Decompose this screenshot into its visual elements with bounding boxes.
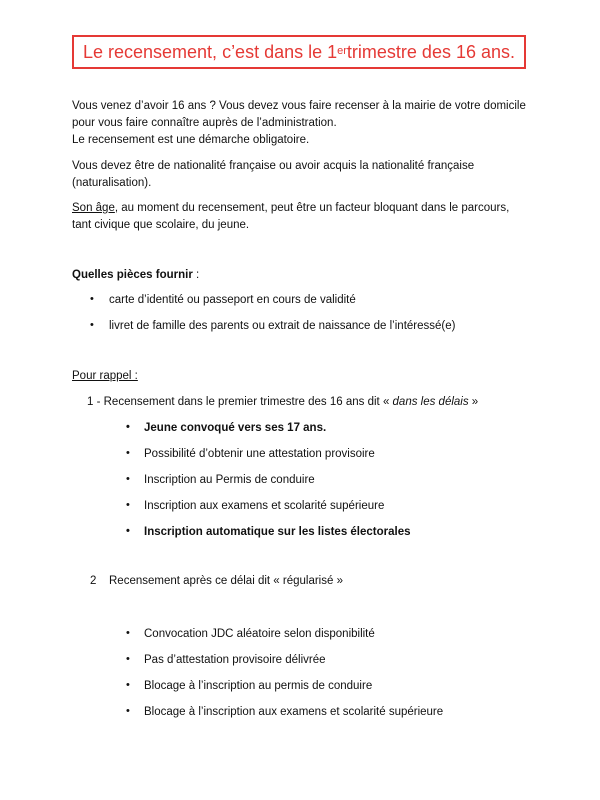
bullet: •: [126, 421, 130, 433]
age-line-2: tant civique que scolaire, du jeune.: [72, 219, 250, 231]
section-2-item-4: Blocage à l’inscription aux examens et scolarité supérieure: [144, 706, 444, 718]
pieces-item-2: livret de famille des parents ou extrait de naissance de l’intéressé(e): [109, 320, 456, 332]
nationality-line-2: (naturalisation).: [72, 177, 152, 189]
bullet: •: [126, 627, 130, 639]
age-underlined: Son âge: [72, 202, 115, 214]
section-2-number: 2: [90, 575, 97, 587]
age-line-1-rest: , au moment du recensement, peut être un facteur bloquant dans le parcours,: [114, 202, 510, 214]
section-1-item-1: Jeune convoqué vers ses 17 ans.: [144, 422, 327, 434]
bullet: •: [90, 293, 94, 305]
section-1-prefix: 1 - Recensement dans le premier trimestre des 16 ans dit «: [87, 396, 393, 408]
section-1-item-4: Inscription aux examens et scolarité supérieure: [144, 500, 385, 512]
intro-paragraph: [72, 98, 542, 149]
section-1-suffix: »: [468, 396, 479, 408]
age-paragraph: [72, 200, 542, 234]
pieces-heading: [72, 267, 542, 284]
bullet: •: [126, 705, 130, 717]
rappel-heading: [72, 368, 542, 385]
intro-line-2: pour vous faire connaître auprès de l’administration.: [72, 117, 337, 129]
bullet: •: [90, 319, 94, 331]
pieces-heading-suffix: :: [192, 269, 200, 281]
rappel-heading-text: Pour rappel :: [72, 370, 138, 382]
title-superscript: er: [337, 45, 347, 57]
bullet: •: [126, 473, 130, 485]
section-1-heading: [87, 394, 557, 411]
section-2-item-2: Pas d’attestation provisoire délivrée: [144, 654, 326, 666]
nationality-line-1: Vous devez être de nationalité française ou avoir acquis la nationalité française: [72, 160, 475, 172]
section-1-item-2: Possibilité d’obtenir une attestation provisoire: [144, 448, 375, 460]
bullet: •: [126, 499, 130, 511]
title-text-after: trimestre des 16 ans.: [346, 41, 515, 62]
section-2-item-1: Convocation JDC aléatoire selon disponibilité: [144, 628, 375, 640]
bullet: •: [126, 447, 130, 459]
page-title: [72, 35, 526, 69]
section-1-item-3: Inscription au Permis de conduire: [144, 474, 315, 486]
bullet: •: [126, 653, 130, 665]
pieces-item-1: carte d’identité ou passeport en cours de validité: [109, 294, 356, 306]
section-1-item-5: Inscription automatique sur les listes électorales: [144, 526, 411, 538]
title-text-before: Le recensement, c’est dans le 1: [82, 41, 338, 62]
nationality-paragraph: [72, 158, 542, 192]
intro-line-1: Vous venez d’avoir 16 ans ? Vous devez vous faire recenser à la mairie de votre domicile: [72, 100, 526, 112]
bullet: •: [126, 679, 130, 691]
intro-line-3: Le recensement est une démarche obligatoire.: [72, 134, 310, 146]
section-2-item-3: Blocage à l’inscription au permis de conduire: [144, 680, 373, 692]
bullet: •: [126, 525, 130, 537]
pieces-heading-text: Quelles pièces fournir: [72, 269, 193, 281]
section-1-italic: dans les délais: [392, 396, 469, 408]
section-2-heading: Recensement après ce délai dit « régularisé »: [109, 575, 343, 587]
